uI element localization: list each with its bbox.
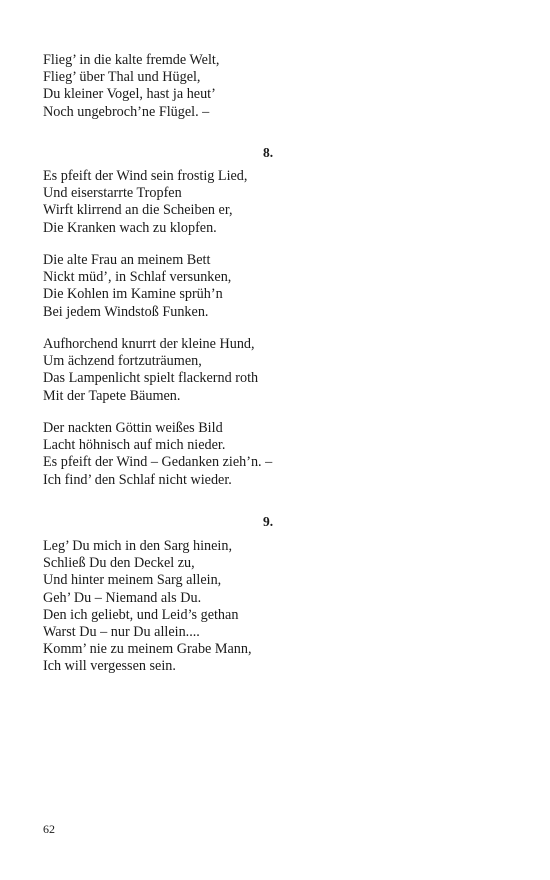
verse-line: Mit der Tapete Bäumen. (43, 387, 181, 404)
verse-line: Warst Du – nur Du allein.... (43, 623, 200, 640)
poem-8-number: 8. (262, 145, 274, 160)
verse-line: Der nackten Göttin weißes Bild (43, 420, 223, 436)
poem-8-stanza-1 (43, 168, 247, 237)
verse-line: Es pfeift der Wind sein frostig Lied, (43, 168, 248, 184)
verse-line: Die alte Frau an meinem Bett (43, 252, 211, 268)
verse-line: Flieg’ in die kalte fremde Welt, (43, 52, 220, 68)
verse-line: Noch ungebroch’ne Flügel. – (43, 103, 210, 120)
verse-line: Leg’ Du mich in den Sarg hinein, (43, 538, 232, 554)
poem-8-stanza-3 (43, 336, 258, 405)
verse-line: Geh’ Du – Niemand als Du. (43, 589, 202, 606)
verse-line: Nickt müd’, in Schlaf versunken, (43, 269, 232, 286)
page-number: 62 (43, 822, 55, 836)
verse-line: Ich will vergessen sein. (43, 658, 176, 675)
verse-line: Die Kohlen im Kamine sprüh’n (43, 286, 223, 303)
verse-line: Bei jedem Windstoß Funken. (43, 303, 209, 320)
intro-stanza (43, 52, 219, 121)
verse-line: Und eiserstarrte Tropfen (43, 185, 182, 202)
poem-8-stanza-4 (43, 420, 272, 489)
poem-8-stanza-2 (43, 252, 231, 321)
verse-line: Den ich geliebt, und Leid’s gethan (43, 606, 239, 623)
poem-9-number: 9. (262, 514, 274, 529)
verse-line: Ich find’ den Schlaf nicht wieder. (43, 471, 232, 488)
verse-line: Es pfeift der Wind – Gedanken zieh’n. – (43, 454, 273, 471)
verse-line: Um ächzend fortzuträumen, (43, 353, 202, 370)
verse-line: Lacht höhnisch auf mich nieder. (43, 437, 226, 454)
verse-line: Schließ Du den Deckel zu, (43, 555, 195, 572)
verse-line: Komm’ nie zu meinem Grabe Mann, (43, 641, 252, 658)
verse-line: Die Kranken wach zu klopfen. (43, 219, 217, 236)
verse-line: Aufhorchend knurrt der kleine Hund, (43, 336, 255, 352)
verse-line: Und hinter meinem Sarg allein, (43, 572, 222, 589)
verse-line: Wirft klirrend an die Scheiben er, (43, 202, 233, 219)
verse-line: Das Lampenlicht spielt flackernd roth (43, 370, 259, 387)
verse-line: Flieg’ über Thal und Hügel, (43, 69, 201, 86)
poem-9-stanza-1 (43, 538, 252, 676)
verse-line: Du kleiner Vogel, hast ja heut’ (43, 86, 216, 103)
